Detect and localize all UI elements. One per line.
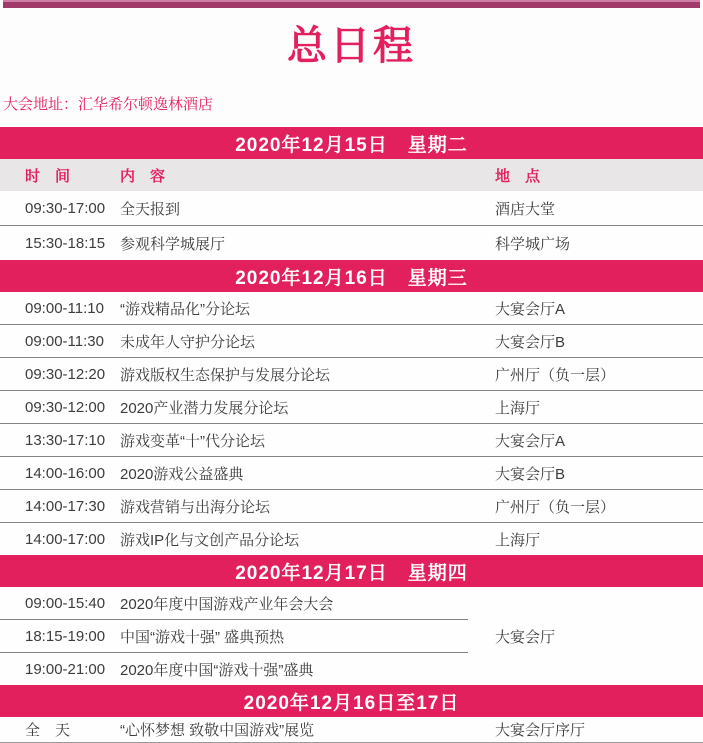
content-cell: 游戏版权生态保护与发展分论坛 xyxy=(120,366,331,384)
schedule-row xyxy=(0,225,703,260)
table-header-row xyxy=(0,159,703,191)
schedule-row xyxy=(0,717,703,743)
schedule-row xyxy=(0,357,703,390)
section-banner-dec16-17: 2020年12月16日至17日 xyxy=(0,685,703,717)
time-cell: 15:30-18:15 xyxy=(25,234,106,252)
column-header-time: 时 间 xyxy=(25,167,71,185)
schedule-row xyxy=(0,292,703,324)
time-cell: 09:00-15:40 xyxy=(25,594,106,612)
column-header-content: 内 容 xyxy=(120,167,166,185)
time-cell: 09:00-11:10 xyxy=(25,299,104,317)
content-cell: 2020游戏公益盛典 xyxy=(120,465,244,483)
location-cell: 大宴会厅A xyxy=(495,300,566,318)
top-accent-bar xyxy=(3,0,700,8)
content-cell: 游戏变革“十”代分论坛 xyxy=(120,432,265,450)
schedule-row xyxy=(0,390,703,423)
content-cell: 2020年度中国“游戏十强”盛典 xyxy=(120,661,314,679)
time-cell: 全 天 xyxy=(25,722,71,739)
merged-location-section xyxy=(0,587,703,685)
content-cell: 中国“游戏十强” 盛典预热 xyxy=(120,628,285,646)
location-cell: 广州厅（负一层） xyxy=(495,498,616,516)
location-cell: 上海厅 xyxy=(495,399,541,417)
content-cell: 参观科学城展厅 xyxy=(120,235,226,253)
time-cell: 09:00-11:30 xyxy=(25,332,104,350)
location-cell: 大宴会厅 xyxy=(495,628,556,646)
schedule-row xyxy=(0,522,703,555)
content-cell: “心怀梦想 致敬中国游戏”展览 xyxy=(120,722,315,739)
location-cell: 广州厅（负一层） xyxy=(495,366,616,384)
schedule-row xyxy=(0,587,468,619)
time-cell: 19:00-21:00 xyxy=(25,660,106,678)
content-cell: 2020年度中国游戏产业年会大会 xyxy=(120,595,334,613)
location-cell: 大宴会厅B xyxy=(495,465,566,483)
content-cell: 2020产业潜力发展分论坛 xyxy=(120,399,289,417)
section-banner-dec17: 2020年12月17日 星期四 xyxy=(0,555,703,587)
schedule-row xyxy=(0,191,703,225)
schedule-row xyxy=(0,489,703,522)
content-cell: 未成年人守护分论坛 xyxy=(120,333,256,351)
location-cell: 酒店大堂 xyxy=(495,200,556,218)
time-cell: 18:15-19:00 xyxy=(25,627,106,645)
content-cell: “游戏精品化”分论坛 xyxy=(120,300,250,318)
time-cell: 09:30-12:00 xyxy=(25,398,106,416)
column-header-location: 地 点 xyxy=(495,167,541,185)
content-cell: 全天报到 xyxy=(120,200,181,218)
time-cell: 14:00-17:30 xyxy=(25,497,106,515)
time-cell: 14:00-16:00 xyxy=(25,464,106,482)
time-cell: 09:30-12:20 xyxy=(25,365,106,383)
location-cell: 大宴会厅序厅 xyxy=(495,722,586,739)
schedule-row xyxy=(0,456,703,489)
time-cell: 13:30-17:10 xyxy=(25,431,106,449)
schedule-row xyxy=(0,652,468,685)
section-banner-dec15: 2020年12月15日 星期二 xyxy=(0,127,703,159)
schedule-row xyxy=(0,619,468,652)
time-cell: 14:00-17:00 xyxy=(25,530,106,548)
venue-address: 大会地址：汇华希尔顿逸林酒店 xyxy=(3,96,214,113)
page-title: 总日程 xyxy=(287,24,416,68)
schedule-row xyxy=(0,324,703,357)
location-cell: 大宴会厅A xyxy=(495,432,566,450)
section-banner-dec16: 2020年12月16日 星期三 xyxy=(0,260,703,292)
schedule-row xyxy=(0,423,703,456)
time-cell: 09:30-17:00 xyxy=(25,199,106,217)
location-cell: 大宴会厅B xyxy=(495,333,566,351)
location-cell: 科学城广场 xyxy=(495,235,571,253)
merged-location-cell xyxy=(468,587,703,685)
content-cell: 游戏IP化与文创产品分论坛 xyxy=(120,531,300,549)
location-cell: 上海厅 xyxy=(495,531,541,549)
content-cell: 游戏营销与出海分论坛 xyxy=(120,498,271,516)
